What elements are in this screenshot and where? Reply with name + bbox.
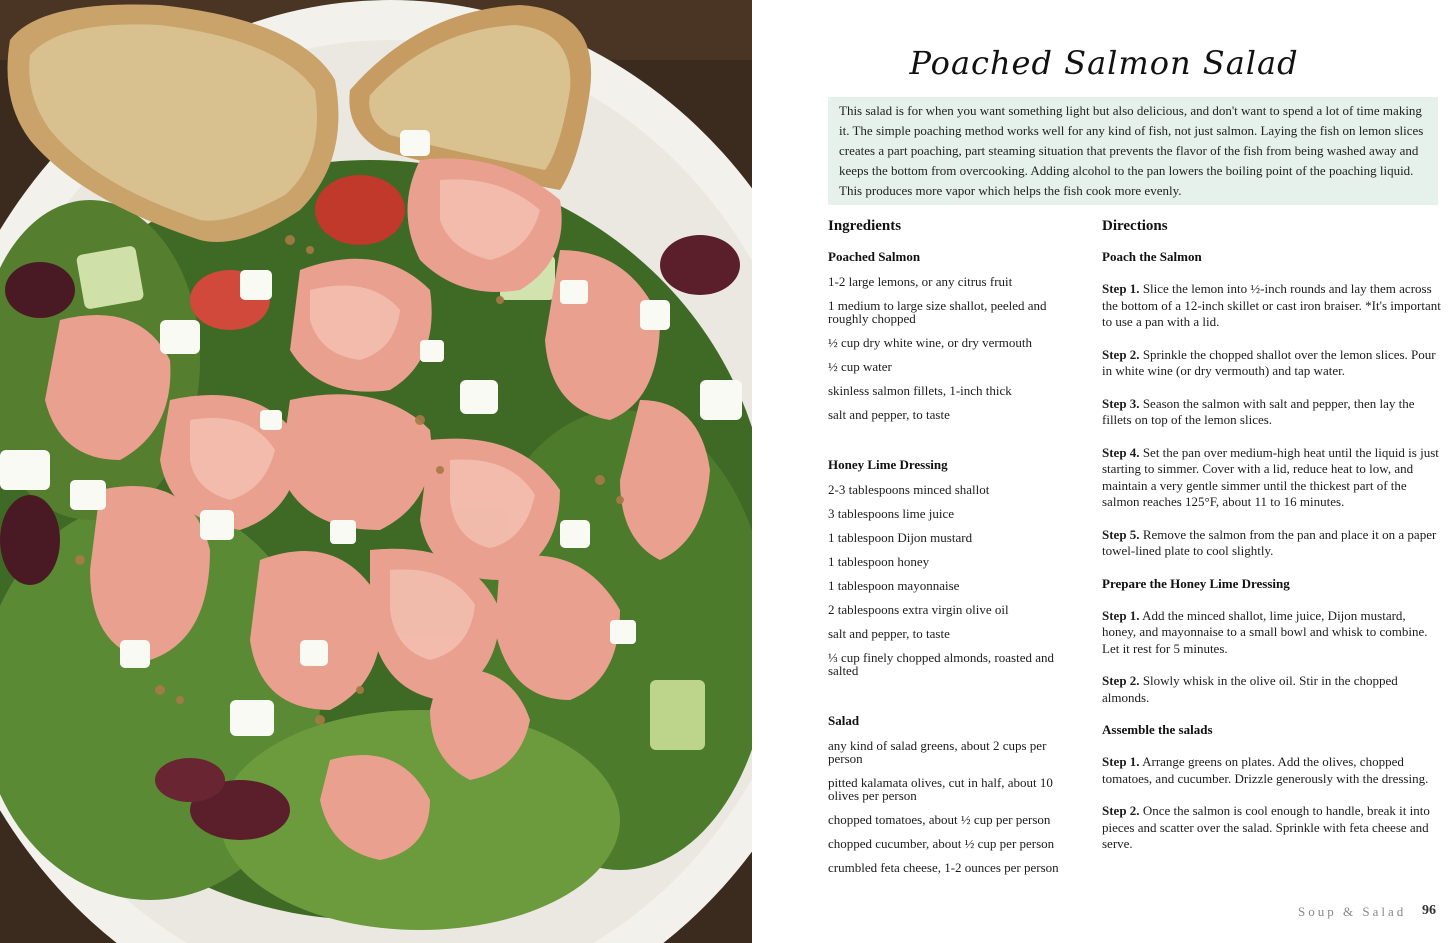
ingredient-item: salt and pepper, to taste <box>828 407 950 422</box>
ingredient-group-title: Honey Lime Dressing <box>828 457 948 472</box>
ingredient-item: any kind of salad greens, about 2 cups per person <box>828 738 1047 766</box>
ingredient-item: 1 tablespoon honey <box>828 554 930 569</box>
direction-step <box>1102 445 1442 511</box>
ingredient-group-poached-salmon <box>828 249 1073 421</box>
direction-section-poach-salmon <box>1102 249 1442 560</box>
ingredient-item: 1 tablespoon Dijon mustard <box>828 530 973 545</box>
step-text: Remove the salmon from the pan and place it on a paper towel-lined plate to cool slightly. <box>1102 526 1437 558</box>
direction-step <box>1102 396 1442 429</box>
direction-step <box>1102 608 1442 658</box>
ingredient-group-salad <box>828 713 1073 874</box>
page-number: 96 <box>1422 903 1436 918</box>
direction-step <box>1102 673 1442 706</box>
ingredient-item: chopped cucumber, about ½ cup per person <box>828 836 1055 851</box>
step-text: Once the salmon is cool enough to handle, break it into pieces and scatter over the salad. Sprinkle with feta cheese and serve. <box>1102 803 1430 851</box>
step-text: Season the salmon with salt and pepper, then lay the fillets on top of the lemon slices. <box>1102 395 1415 427</box>
step-label: Step 5. <box>1102 526 1140 542</box>
direction-step <box>1102 347 1442 380</box>
step-text: Add the minced shallot, lime juice, Dijon mustard, honey, and mayonnaise to a small bowl and whisk to combine. Let it rest for 5 minutes. <box>1102 607 1428 656</box>
step-label: Step 1. <box>1102 607 1140 623</box>
recipe-page <box>752 0 1456 943</box>
direction-section-assemble-salads <box>1102 722 1442 853</box>
step-label: Step 4. <box>1102 444 1140 460</box>
ingredient-item: pitted kalamata olives, cut in half, about 10 olives per person <box>828 775 1053 803</box>
step-label: Step 2. <box>1102 673 1140 688</box>
ingredient-item: skinless salmon fillets, 1-inch thick <box>828 383 1012 398</box>
step-label: Step 1. <box>1102 754 1140 769</box>
ingredients-column <box>828 218 1073 885</box>
direction-step <box>1102 527 1442 560</box>
ingredient-item: ½ cup water <box>828 359 892 374</box>
directions-heading: Directions <box>1102 218 1168 234</box>
direction-section-title: Prepare the Honey Lime Dressing <box>1102 575 1290 591</box>
step-text: Sprinkle the chopped shallot over the lemon slices. Pour in white wine (or dry vermouth) and tap water. <box>1102 346 1436 378</box>
ingredient-group-title: Poached Salmon <box>828 249 921 264</box>
recipe-intro: This salad is for when you want something light but also delicious, and don't want to spend a lot of time making it. The simple poaching method works well for any kind of fish, not just salmon. Laying the fish on lemon slices creates a part poaching, part steaming situation that prevents the flavor of the fish from being washed away and keeps the bottom from overcooking. Adding alcohol to the pan lowers the boiling point of the poaching liquid. This produces more vapor which helps the fish cook more evenly. <box>828 97 1438 205</box>
footer-section-title: Soup & Salad <box>1298 904 1407 919</box>
step-text: Set the pan over medium-high heat until the liquid is just starting to simmer. Cover with a lid, reduce heat to low, and maintain a very gentle simmer until the thickest part of the salmon reaches 125°F, about 11 to 16 minutes. <box>1102 444 1439 509</box>
ingredient-item: 2 tablespoons extra virgin olive oil <box>828 602 1009 617</box>
step-label: Step 1. <box>1102 281 1140 296</box>
step-text: Slowly whisk in the olive oil. Stir in the chopped almonds. <box>1102 673 1398 705</box>
ingredients-heading: Ingredients <box>828 218 902 234</box>
ingredient-item: 1-2 large lemons, or any citrus fruit <box>828 274 1013 289</box>
direction-section-honey-lime-dressing <box>1102 576 1442 707</box>
direction-section-title: Poach the Salmon <box>1102 249 1202 264</box>
step-text: Arrange greens on plates. Add the olives, chopped tomatoes, and cucumber. Drizzle generously with the dressing. <box>1102 754 1429 786</box>
direction-step <box>1102 754 1442 787</box>
step-label: Step 2. <box>1102 803 1140 818</box>
ingredient-item: 3 tablespoons lime juice <box>828 506 955 521</box>
ingredient-item: 1 tablespoon mayonnaise <box>828 578 960 593</box>
ingredient-item: ⅓ cup finely chopped almonds, roasted and salted <box>828 650 1054 678</box>
step-label: Step 3. <box>1102 395 1140 411</box>
ingredient-item: crumbled feta cheese, 1-2 ounces per person <box>828 860 1059 875</box>
step-text: Slice the lemon into ½-inch rounds and lay them across the bottom of a 12-inch skillet or cast iron braiser. *It's important to use a pan with a lid. <box>1102 281 1441 329</box>
ingredient-item: 1 medium to large size shallot, peeled and roughly chopped <box>828 298 1047 326</box>
ingredient-item: chopped tomatoes, about ½ cup per person <box>828 812 1051 827</box>
ingredient-item: 2-3 tablespoons minced shallot <box>828 482 990 497</box>
ingredient-item: ½ cup dry white wine, or dry vermouth <box>828 335 1032 350</box>
ingredient-item: salt and pepper, to taste <box>828 626 950 641</box>
directions-column <box>1102 218 1442 869</box>
direction-step <box>1102 803 1442 853</box>
step-label: Step 2. <box>1102 346 1140 362</box>
direction-step <box>1102 281 1442 331</box>
ingredient-group-honey-lime-dressing <box>828 457 1073 677</box>
recipe-title: Poached Salmon Salad <box>909 44 1299 82</box>
direction-section-title: Assemble the salads <box>1102 722 1213 737</box>
ingredient-group-title: Salad <box>828 713 860 728</box>
